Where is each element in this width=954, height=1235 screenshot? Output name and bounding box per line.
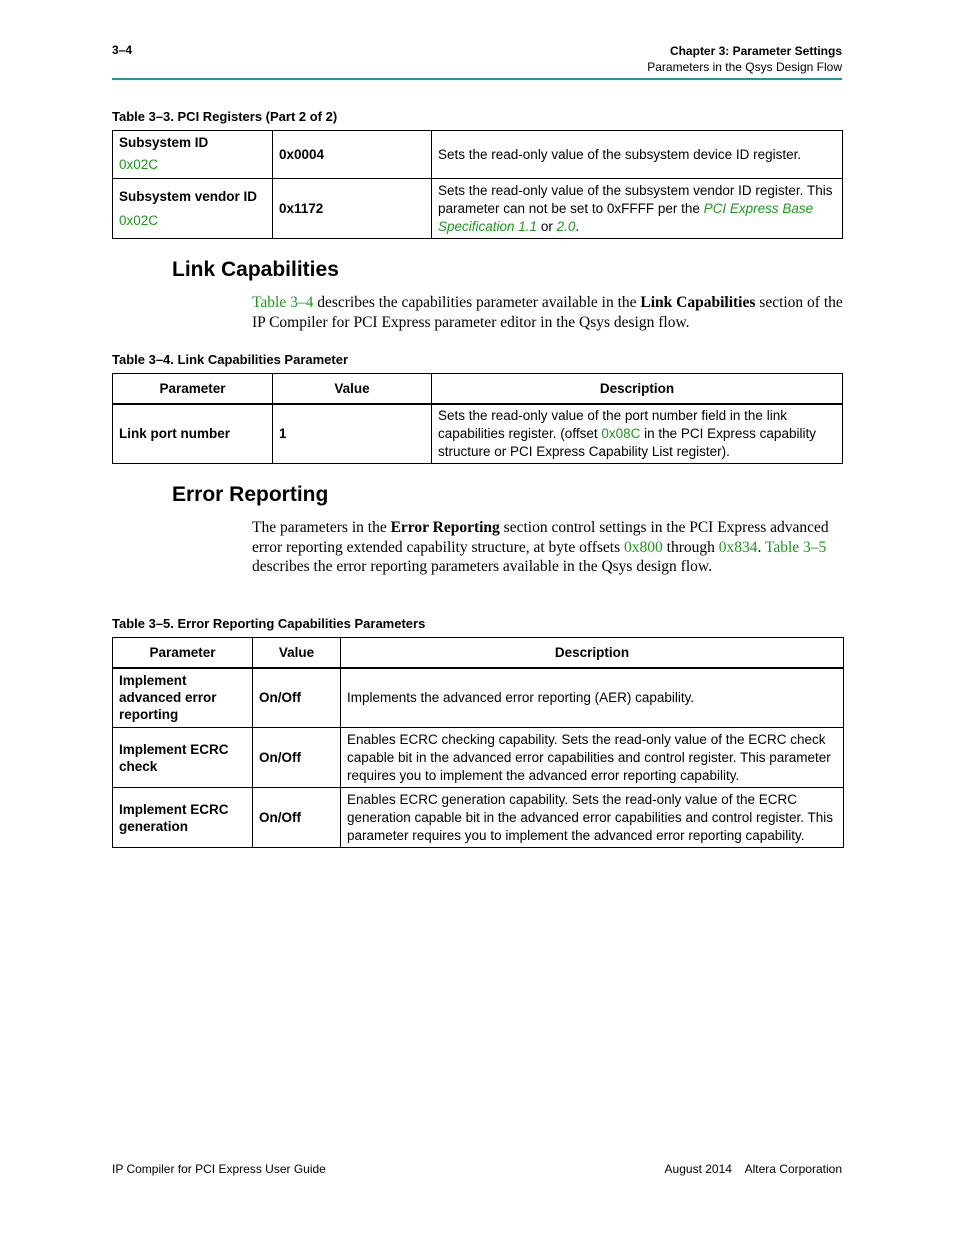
offset-link[interactable]: 0x08C	[601, 425, 641, 441]
spec-version-link[interactable]: 2.0	[556, 218, 576, 234]
value-cell: 0x1172	[273, 179, 432, 239]
table-3-5	[112, 637, 844, 848]
running-header	[647, 43, 842, 75]
description-text: Sets the read-only value of the subsystem vendor ID register. This parameter can not be set to 0xFFFF per the	[438, 182, 833, 216]
description-cell: Implements the advanced error reporting (AER) capability.	[341, 668, 844, 728]
paragraph-text: describes the capabilities parameter available in the	[313, 294, 641, 311]
column-header: Value	[253, 638, 341, 668]
description-cell: Sets the read-only value of the subsystem device ID register.	[432, 131, 843, 179]
param-cell: Link port number	[113, 404, 273, 464]
table-3-5-caption: Table 3–5. Error Reporting Capabilities Parameters	[112, 616, 426, 631]
spec-link[interactable]: PCI Express Base Specification 1.1	[438, 200, 814, 234]
paragraph-text: through	[662, 538, 719, 556]
table-3-3-caption: Table 3–3. PCI Registers (Part 2 of 2)	[112, 109, 338, 124]
address-link[interactable]: 0x02C	[119, 157, 159, 172]
paragraph-text: section of the IP Compiler for PCI Express parameter editor in the Qsys design flow.	[252, 294, 843, 331]
table-header-row	[113, 374, 843, 404]
table-3-4-link[interactable]: Table 3–4	[252, 294, 314, 311]
column-header: Description	[341, 638, 844, 668]
description-cell	[432, 179, 843, 239]
value-cell: On/Off	[253, 728, 341, 788]
param-cell: Implement advanced error reporting	[113, 668, 253, 728]
chapter-title: Chapter 3: Parameter Settings	[669, 44, 842, 58]
paragraph-text: The parameters in the	[252, 519, 391, 536]
value-cell: On/Off	[253, 788, 341, 848]
page-number: 3–4	[112, 43, 133, 57]
link-capabilities-paragraph	[252, 293, 844, 332]
table-row	[113, 668, 844, 728]
paragraph-text: describes the error reporting parameters available in the Qsys design flow.	[252, 558, 712, 575]
value-cell: On/Off	[253, 668, 341, 728]
paragraph-bold: Error Reporting	[390, 519, 500, 536]
paragraph-text: .	[757, 538, 765, 556]
value-cell: 1	[273, 404, 432, 464]
table-row	[113, 788, 844, 848]
param-name: Subsystem vendor ID	[119, 188, 258, 204]
table-3-5-link[interactable]: Table 3–5	[764, 538, 827, 556]
footer-date-company: August 2014 Altera Corporation	[664, 1162, 842, 1176]
header-rule	[112, 78, 842, 80]
paragraph-bold: Link Capabilities	[640, 294, 756, 311]
link-capabilities-heading: Link Capabilities	[172, 258, 339, 281]
param-cell: Implement ECRC generation	[113, 788, 253, 848]
column-header: Value	[273, 374, 432, 404]
param-name: Subsystem ID	[119, 135, 209, 150]
error-reporting-paragraph	[252, 518, 844, 577]
value-cell: 0x0004	[273, 131, 432, 179]
description-cell: Enables ECRC checking capability. Sets the read-only value of the ECRC check capable bit in the advanced error capabilities and control register. This parameter requires you to implement the advanced error reporting capability.	[341, 728, 844, 788]
column-header: Description	[432, 374, 843, 404]
description-text: .	[575, 218, 580, 234]
address-link[interactable]: 0x02C	[119, 212, 159, 228]
table-3-3	[112, 130, 843, 239]
description-text: in the PCI Express capability structure or PCI Express Capability List register).	[438, 425, 816, 459]
param-cell: Implement ECRC check	[113, 728, 253, 788]
offset-link-800[interactable]: 0x800	[624, 538, 663, 556]
table-row	[113, 131, 843, 179]
description-text: or	[537, 218, 557, 234]
table-row	[113, 404, 843, 464]
section-title: Parameters in the Qsys Design Flow	[647, 60, 842, 74]
table-3-4	[112, 373, 843, 464]
param-cell	[113, 179, 273, 239]
column-header: Parameter	[113, 638, 253, 668]
table-row	[113, 728, 844, 788]
offset-link-834[interactable]: 0x834	[718, 538, 758, 556]
error-reporting-heading: Error Reporting	[172, 483, 329, 506]
column-header: Parameter	[113, 374, 273, 404]
table-row	[113, 179, 843, 239]
description-cell: Enables ECRC generation capability. Sets the read-only value of the ECRC generation capable bit in the advanced error capabilities and control register. This parameter requires you to implement the advanced error reporting capability.	[341, 788, 844, 848]
param-cell	[113, 131, 273, 179]
table-3-4-caption: Table 3–4. Link Capabilities Parameter	[112, 352, 349, 367]
description-cell	[432, 404, 843, 464]
footer-title: IP Compiler for PCI Express User Guide	[112, 1162, 326, 1176]
paragraph-text: section control settings in the PCI Express advanced error reporting extended capability structure, at byte offsets	[252, 519, 829, 556]
table-header-row	[113, 638, 844, 668]
description-text: Sets the read-only value of the port number field in the link capabilities register. (offset	[438, 407, 787, 441]
